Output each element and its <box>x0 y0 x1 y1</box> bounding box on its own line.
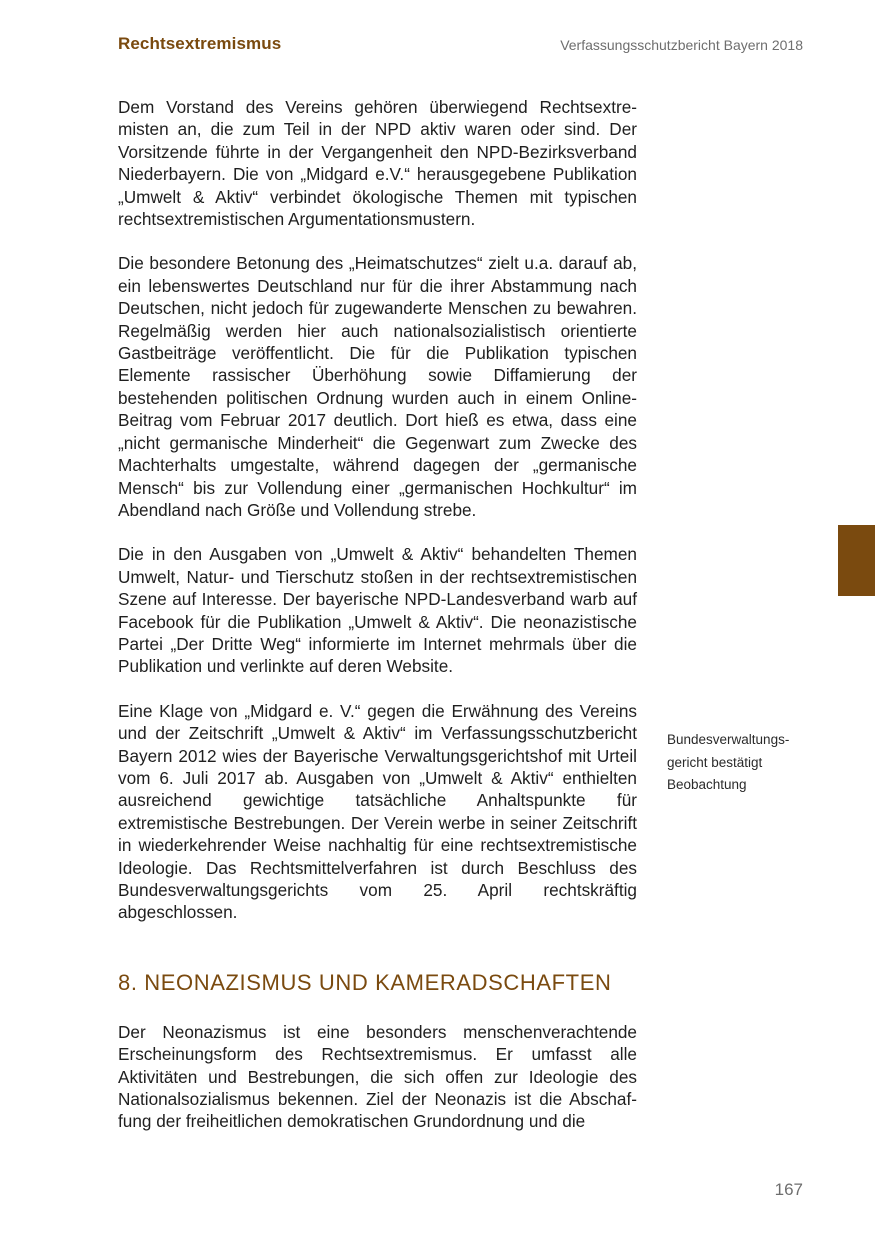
paragraph-vorstand: Dem Vorstand des Vereins gehören überwiegend Rechtsextremisten an, die zum Teil in der NPD aktiv waren oder sind. Der Vorsitzende führte in der Vergangenheit den NPD-Bezirksverband Niederbayern. Die von „Midgard e.V.“ herausgegebene Publikation „Umwelt & Aktiv“ verbindet ökologische Themen mit typischen rechtsextremistischen Argumentationsmustern. <box>118 97 637 230</box>
chapter-thumb-tab <box>838 525 875 596</box>
section-heading-neonazismus: 8. NEONAZISMUS UND KAMERADSCHAFTEN <box>118 969 612 995</box>
margin-note <box>667 729 817 797</box>
paragraph-klage: Eine Klage von „Midgard e. V.“ gegen die Erwähnung des Vereins und der Zeitschrift „Umwelt & Aktiv“ im Verfassungsschutzbericht Bayern 2012 wies der Bayerische Verwaltungsgerichtshof mit Urteil vom 6. Juli 2017 ab. Ausgaben von „Umwelt & Aktiv“ enthielten ausreichend gewichtige tatsächliche Anhaltspunkte für extremistische Bestrebungen. Der Verein werbe in seiner Zeitschrift in wiederkehrender Weise nachhaltig für eine rechtsextremistische Ideologie. Das Rechtsmittelverfahren ist durch Beschluss des Bundesverwaltungsgerichts vom 25. April rechtskräftig abgeschlossen. <box>118 700 637 923</box>
paragraph-neonazismus: Der Neonazismus ist eine besonders menschenverachtende Erscheinungsform des Rechtsextremismus. Er umfasst alle Aktivitäten und Bestrebungen, die sich offen zur Ideologie des Nationalsozialismus bekennen. Ziel der Neonazis ist die Abschaffung der freiheitlichen demokratischen Grundordnung und die <box>118 1021 637 1132</box>
margin-note-line: Bundesverwaltungs- <box>667 732 790 747</box>
paragraph-heimatschutz: Die besondere Betonung des „Heimatschutzes“ zielt u.a. darauf ab, ein lebenswertes Deutschland nur für die ihrer Abstammung nach Deutschen, nicht jedoch für zugewanderte Menschen zu bewahren. Regelmäßig werden hier auch nationalsozialistisch orientierte Gastbeiträge veröffentlicht. Die für die Publikation typischen Elemente rassischer Überhöhung sowie Diffamierung der bestehenden politischen Ordnung wurden auch in einem Online-Beitrag vom Februar 2017 deutlich. Dort hieß es etwa, dass eine „nicht germanische Minderheit“ die Gegenwart zum Zwecke des Machterhalts umgestalte, während dagegen der „germanische Mensch“ bis zur Vollendung einer „germanischen Hochkultur“ im Abendland nach Größe und Vollendung strebe. <box>118 253 637 520</box>
paragraph-themen: Die in den Ausgaben von „Umwelt & Aktiv“ behandelten Themen Umwelt, Natur- und Tierschutz stoßen in der rechtsextremistischen Szene auf Interesse. Der bayerische NPD-Landesverband warb auf Facebook für die Publikation „Umwelt & Aktiv“. Die neonazistische Partei „Der Dritte Weg“ informierte im Internet mehrmals über die Publikation und verlinkte auf deren Website. <box>118 544 637 677</box>
margin-note-line: gericht bestätigt <box>667 754 763 770</box>
running-head-section-title: Rechtsextremismus <box>118 34 282 53</box>
margin-note-line: Beobachtung <box>667 777 747 792</box>
running-head-publication-title: Verfassungsschutzbericht Bayern 2018 <box>560 37 803 53</box>
main-text-column <box>118 96 637 1155</box>
page-number: 167 <box>774 1180 803 1199</box>
